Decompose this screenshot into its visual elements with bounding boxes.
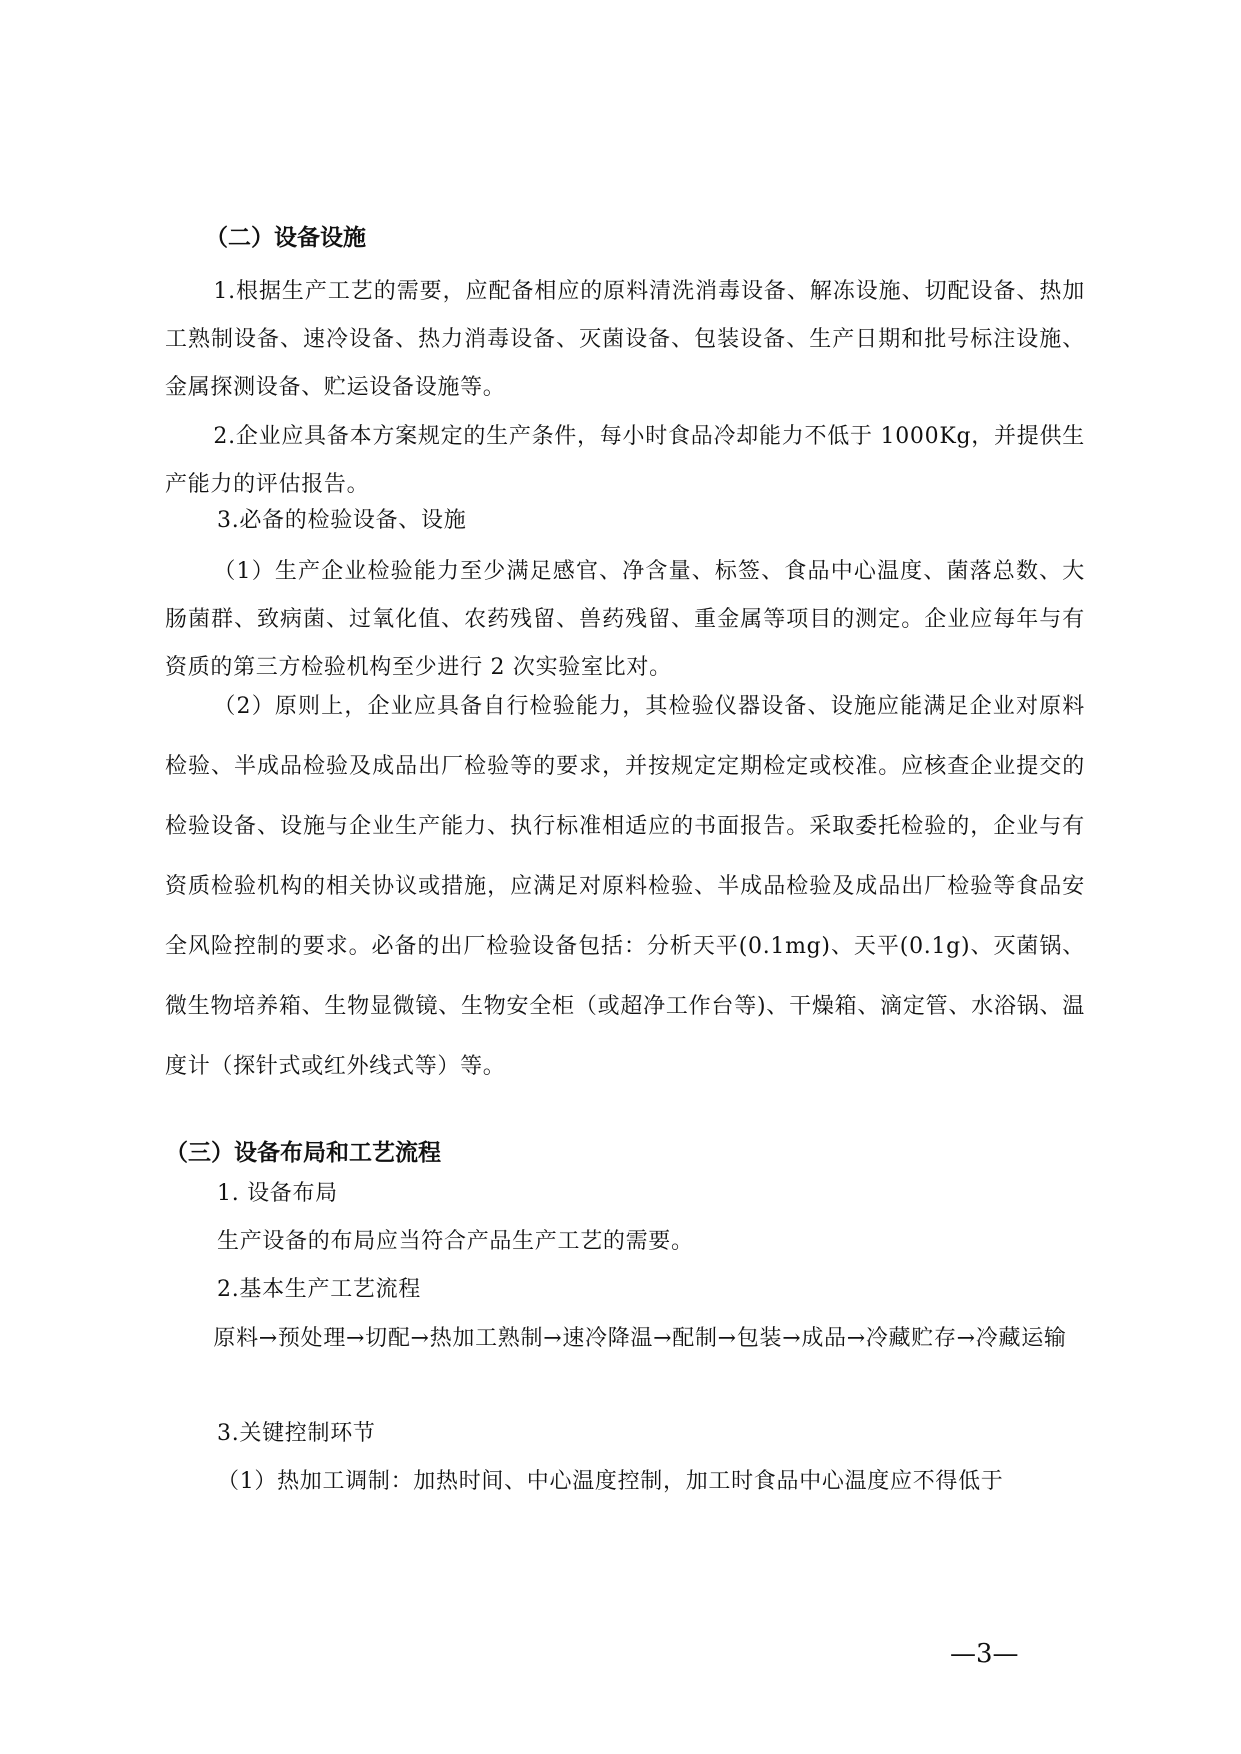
process-flow-sequence: 原料→预处理→切配→热加工熟制→速冷降温→配制→包装→成品→冷藏贮存→冷藏运输 bbox=[213, 1326, 1067, 1351]
item-key-control-title: 3.关键控制环节 bbox=[217, 1421, 376, 1446]
item-process-flow-title: 2.基本生产工艺流程 bbox=[217, 1277, 421, 1302]
paragraph-production-conditions: 2.企业应具备本方案规定的生产条件，每小时食品冷却能力不低于 1000Kg，并提供生产能力的评估报告。 bbox=[165, 424, 1085, 497]
page-number: —3— bbox=[950, 1639, 1019, 1669]
paragraph-self-inspection: （2）原则上，企业应具备自行检验能力，其检验仪器设备、设施应能满足企业对原料检验、半成品检验及成品出厂检验等的要求，并按规定定期检定或校准。应核查企业提交的检验设备、设施与企业生产能力、执行标准相适应的书面报告。采取委托检验的，企业与有资质检验机构的相关协议或措施，应满足对原料检验、半成品检验及成品出厂检验等食品安全风险控制的要求。必备的出厂检验设备包括：分析天平(0.1mg)、天平(0.1g)、灭菌锅、微生物培养箱、生物显微镜、生物安全柜（或超净工作台等)、干燥箱、滴定管、水浴锅、温度计（探针式或红外线式等）等。 bbox=[165, 694, 1085, 1079]
section-heading-layout-process: （三）设备布局和工艺流程 bbox=[165, 1140, 441, 1166]
paragraph-equipment-requirements: 1.根据生产工艺的需要，应配备相应的原料清洗消毒设备、解冻设施、切配设备、热加工熟制设备、速冷设备、热力消毒设备、灭菌设备、包装设备、生产日期和批号标注设施、金属探测设备、贮运设备设施等。 bbox=[165, 279, 1085, 400]
item-equipment-layout-title: 1. 设备布局 bbox=[217, 1181, 338, 1206]
paragraph-inspection-capability: （1）生产企业检验能力至少满足感官、净含量、标签、食品中心温度、菌落总数、大肠菌群、致病菌、过氧化值、农药残留、兽药残留、重金属等项目的测定。企业应每年与有资质的第三方检验机构至少进行 2 次实验室比对。 bbox=[165, 559, 1085, 680]
item-key-control-text: （1）热加工调制：加热时间、中心温度控制，加工时食品中心温度应不得低于 bbox=[217, 1469, 1004, 1494]
item-equipment-layout-text: 生产设备的布局应当符合产品生产工艺的需要。 bbox=[217, 1229, 694, 1254]
item-inspection-equipment-title: 3.必备的检验设备、设施 bbox=[217, 508, 467, 533]
section-heading-equipment-facilities: （二）设备设施 bbox=[205, 225, 366, 251]
